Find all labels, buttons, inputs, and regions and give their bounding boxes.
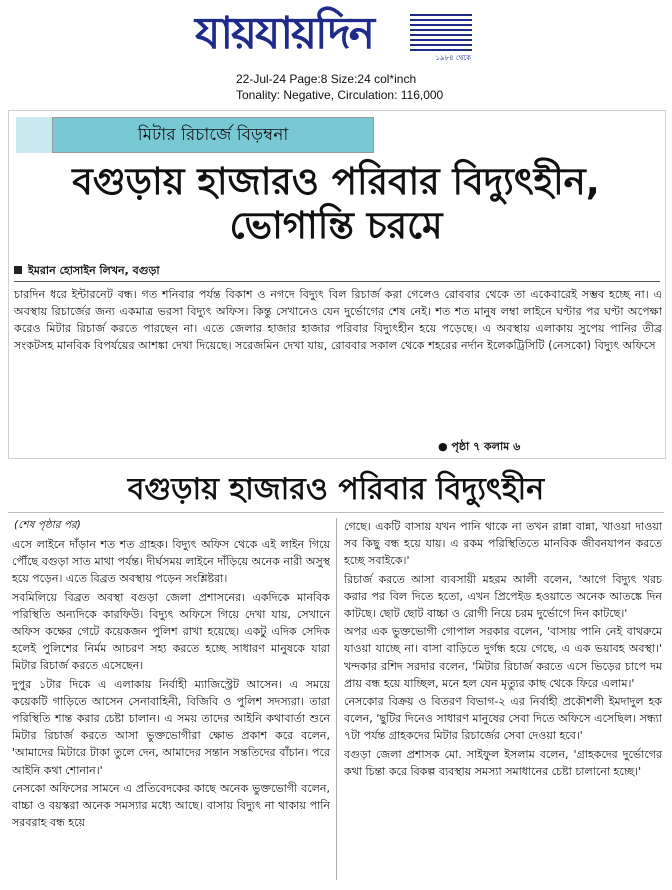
continued-reference: ● পৃষ্ঠা ৭ কলাম ৬ bbox=[438, 440, 521, 453]
clipping-meta-tonality: Tonality: Negative, Circulation: 116,000 bbox=[236, 88, 444, 102]
masthead-logo: যায়যায়দিন bbox=[195, 8, 374, 59]
paragraph: গেছে। একটি বাসায় যখন পানি থাকে না তখন রান্না বান্না, খাওয়া দাওয়া সব কিছু বন্ধ হয়ে যায়। এ রকম পরিস্থিতিতে মানবিক জীবনযাপন করতে হচ্ছে সবাইকে।' bbox=[344, 520, 662, 568]
column-divider bbox=[336, 518, 337, 880]
article-lead-body: চারদিন ধরে ইন্টারনেট বন্ধ। গত শনিবার পর্যন্ত বিকাশ ও নগদে বিদ্যুৎ বিল রিচার্জ করা গেলেও রোববার থেকে তা একেবারেই সম্ভব হচ্ছে না। এ অবস্থায় রিচার্জের জন্য একমাত্র ভরসা বিদ্যুৎ অফিস। কিন্তু সেখানেও যেন দুর্ভোগের শেষ নেই। শত শত মানুষ লম্বা লাইনে ঘণ্টার পর ঘণ্টা অপেক্ষা করেও মিটার রিচার্জ করতে পারছেন না। এতে জেলার হাজার হাজার পরিবার বিদ্যুৎহীন হয়ে পড়েছে। এ অবস্থায় এলাকায় সুপেয় পানির তীব্র সংকটসহ মানবিক বিপর্যয়ের আশঙ্কা দেখা দিয়েছে। সরেজমিন দেখা যায়, রোববার সকাল থেকে শহরের নর্দান ইলেকট্রিসিটি (নেসকো) বিদ্যুৎ অফিসে bbox=[14, 288, 662, 353]
byline-text: ইমরান হোসাইন লিখন, বগুড়া bbox=[28, 264, 160, 277]
continued-headline: বগুড়ায় হাজারও পরিবার বিদ্যুৎহীন bbox=[127, 472, 545, 507]
masthead-since: ১৯৮৪ থেকে bbox=[435, 54, 471, 62]
article-column-right bbox=[344, 518, 662, 781]
paragraph: বগুড়া জেলা প্রশাসক মো. সাইফুল ইসলাম বলেন, 'গ্রাহকদের দুর্ভোগের কথা চিন্তা করে বিকল্প ব্যবস্থায় সমস্যা সমাধানের চেষ্টা চালানো হচ্ছে।' bbox=[344, 747, 662, 778]
article-byline bbox=[14, 262, 160, 281]
continued-from-label: (শেষ পৃষ্ঠার পর) bbox=[14, 519, 81, 531]
byline-square-icon bbox=[14, 266, 22, 274]
newspaper-masthead bbox=[195, 6, 475, 64]
paragraph: নেসকো অফিসের সামনে এ প্রতিবেদকের কাছে অনেক ভুক্তভোগী বলেন, বাচ্চা ও বয়স্করা অনেক সমস্যার মধ্যে আছে। বাসায় বিদ্যুৎ না থাকায় পানি সরবরাহ বন্ধ হয়ে bbox=[12, 781, 330, 830]
paragraph: রিচার্জ করতে আসা ব্যবসায়ী মহরম আলী বলেন, 'আগে বিদ্যুৎ খরচ করার পর বিল দিতে হতো, এখন প্রিপেইড হওয়াতে অনেক আতঙ্কে দিন কাটছে। ছোট ছোট বাচ্চা ও রোগী নিয়ে চরম দুর্ভোগে দিন কাটছে।' bbox=[344, 572, 662, 621]
headline-divider bbox=[8, 512, 664, 513]
masthead-stripes bbox=[410, 14, 472, 52]
paragraph: এসে লাইনে দাঁড়ান শত শত গ্রাহক। বিদ্যুৎ অফিস থেকে এই লাইন গিয়ে পৌঁছে বগুড়া সাত মাথা পর্যন্ত। দীর্ঘসময় লাইনে দাঁড়িয়ে অনেক নারী অসুস্থ হয়ে পড়েন। এতে বিব্রত অবস্থায় পড়েন সংশ্লিষ্টরা। bbox=[12, 538, 330, 586]
byline-divider bbox=[14, 281, 660, 282]
paragraph: দুপুর ১টার দিকে এ এলাকায় নির্বাহী ম্যাজিস্ট্রেট আসেন। এ সময়ে কয়েকটি গাড়িতে আসেন সেনাবাহিনী, বিজিবি ও পুলিশ সদস্যরা। তারা পরিস্থিতি শান্ত করার চেষ্টা চালান। এ সময় তাদের আইনি কথাবার্তা শুনে মিটার রিচার্জ করতে আসা ভুক্তভোগীরা ক্ষোভ প্রকাশ করে বলেন, 'আমাদের মিটারে টাকা তুলে দেন, আমাদের সন্তান সন্ততিদের বাঁচান। পরে আইনি কথা শোনান।' bbox=[12, 677, 330, 777]
paragraph: অপর এক ভুক্তভোগী গোপাল সরকার বলেন, 'বাসায় পানি নেই বাথরুমে যাওয়া যাচ্ছে না। বাসা বাড়িতে দুর্গন্ধ হয়ে গেছে, এ এক ভয়াবহ অবস্থা।' খন্দকার রশিদ সরদার বলেন, 'মিটার রিচার্জ করতে এসে ভিড়ের চাপে দম প্রায় বন্ধ হয়ে যাচ্ছিল, মনে হল যেন মৃত্যুর কাছ থেকে ফিরে এলাম।' bbox=[344, 625, 662, 690]
article-headline: বগুড়ায় হাজারও পরিবার বিদ্যুৎহীন, ভোগান্তি চরমে bbox=[72, 160, 600, 247]
paragraph: নেসকোর বিক্রয় ও বিতরণ বিভাগ-২ এর নির্বাহী প্রকৌশলী ইমদাদুল হক বলেন, 'ছুটির দিনেও সাধারণ মানুষের সেবা দিতে অফিসে এসেছিল। সন্ধ্যা ৭টা পর্যন্ত গ্রাহকদের মিটার রিচার্জের সেবা দেওয়া হবে।' bbox=[344, 695, 662, 743]
paragraph: সবমিলিয়ে বিব্রত অবস্থা বগুড়া জেলা প্রশাসনের। একদিকে মানবিক পরিস্থিতি অন্যদিকে কারফিউ। বিদ্যুৎ অফিসে গিয়ে দেখা যায়, সেখানে অফিস কক্ষের গেটে কয়েকজন পুলিশ রাখা হয়েছে। একটু এদিক সেদিক হলেই পুলিশের নির্মম আচরণ সহ্য করতে হচ্ছে সাধারণ মানুষকে যারা মিটার রিচার্জ করতে এসেছেন। bbox=[12, 590, 330, 673]
article-kicker: মিটার রিচার্জে বিড়ম্বনা bbox=[52, 117, 374, 153]
clipping-meta-date: 22-Jul-24 Page:8 Size:24 col*inch bbox=[236, 72, 417, 86]
article-column-left bbox=[12, 536, 330, 832]
